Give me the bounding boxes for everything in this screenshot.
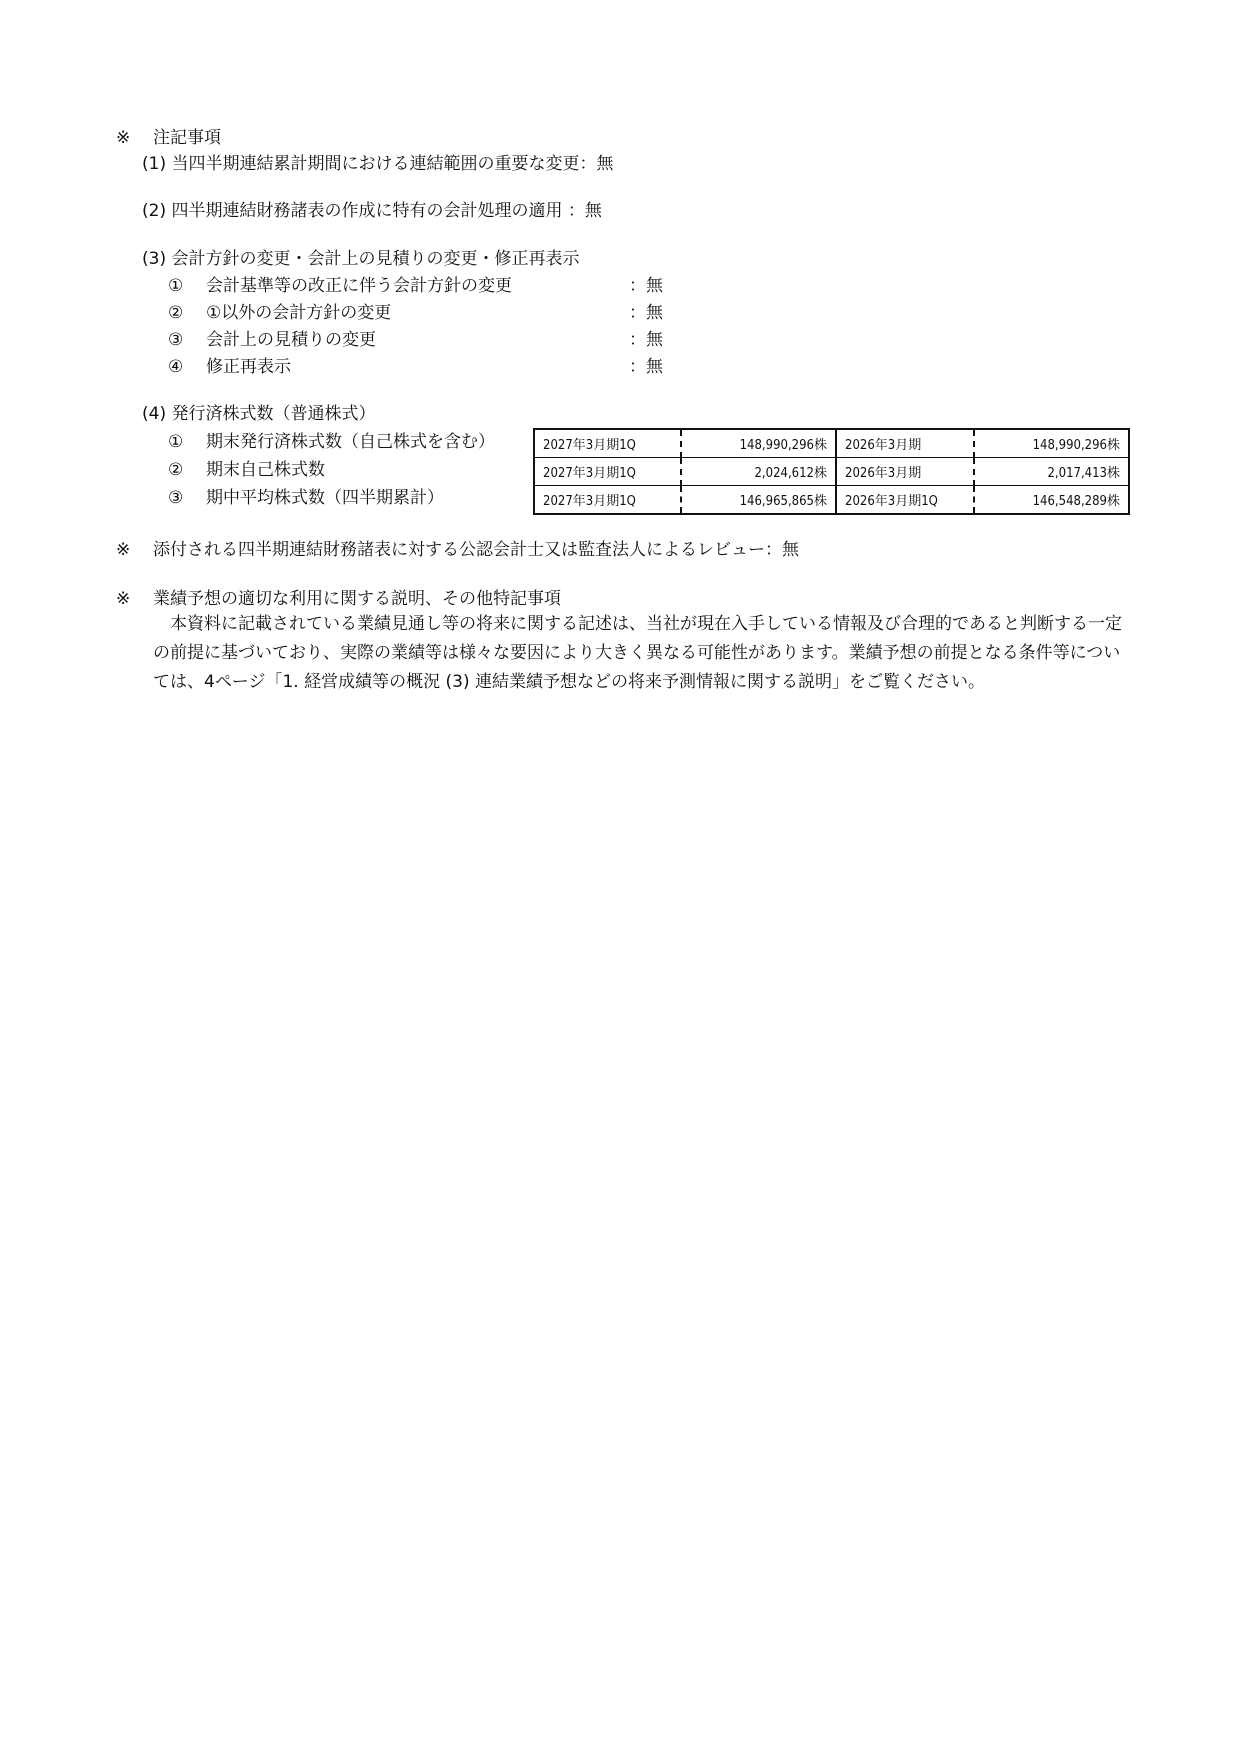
sub-item-value: ：無 — [629, 357, 663, 377]
period-cell: 2026年3月期 — [836, 429, 974, 458]
shares-row-label: 期末自己株式数 — [206, 460, 325, 480]
shares-value-cell: 148,990,296株 — [681, 429, 836, 458]
sub-item-label: ①以外の会計方針の変更 — [206, 303, 392, 323]
period-cell: 2027年3月期1Q — [543, 438, 636, 453]
shares-row-number: ① — [168, 432, 184, 452]
forecast-body-text: 本資料に記載されている業績見通し等の将来に関する記述は、当社が現在入手している情報及び合理的であると判断する一定の前提に基づいており、実際の業績等は様々な要因により大きく異なる可能性があります。業績予想の前提となる条件等については、4ページ「1. 経営成績等の概況 (3) 連結業績予想などの将来予測情報に関する説明」をご覧ください。 — [153, 614, 1122, 692]
period-cell: 2027年3月期1Q — [534, 458, 681, 486]
review-text: 添付される四半期連結財務諸表に対する公認会計士又は監査法人によるレビュー：無 — [153, 540, 799, 560]
forecast-body — [153, 610, 1123, 697]
shares-value-cell: 2,017,413株 — [974, 458, 1129, 486]
shares-table — [533, 428, 1130, 515]
shares-value-cell: 148,990,296株 — [974, 429, 1129, 458]
sub-item-value: ：無 — [629, 303, 663, 323]
note-mark: ※ — [116, 128, 131, 148]
sub-item-number: ④ — [168, 357, 184, 377]
shares-value-cell: 2,024,612株 — [681, 458, 836, 486]
shares-row-number: ② — [168, 460, 184, 480]
table-row — [534, 486, 1129, 515]
shares-value-cell: 146,965,865株 — [681, 486, 836, 515]
shares-row-number: ③ — [168, 488, 184, 508]
sub-item-value: ：無 — [629, 330, 663, 350]
sub-item-number: ③ — [168, 330, 184, 350]
shares-value-cell: 146,548,289株 — [974, 486, 1129, 515]
sub-item-label: 会計上の見積りの変更 — [206, 330, 376, 350]
sub-item-label: 修正再表示 — [206, 357, 291, 377]
note-mark: ※ — [116, 589, 131, 609]
sub-item-number: ① — [168, 276, 184, 296]
sub-item-value: ：無 — [629, 276, 663, 296]
period-cell: 2026年3月期1Q — [836, 486, 974, 515]
forecast-title: 業績予想の適切な利用に関する説明、その他特記事項 — [153, 589, 561, 609]
sub-item-label: 会計基準等の改正に伴う会計方針の変更 — [206, 276, 512, 296]
note-item-4: (4) 発行済株式数（普通株式） — [142, 404, 376, 424]
table-row — [534, 458, 1129, 486]
shares-row-label: 期中平均株式数（四半期累計） — [206, 488, 444, 508]
table-row — [534, 429, 1129, 458]
note-item-2: (2) 四半期連結財務諸表の作成に特有の会計処理の適用 ：無 — [142, 201, 602, 221]
note-mark: ※ — [116, 540, 131, 560]
shares-row-label: 期末発行済株式数（自己株式を含む） — [206, 432, 495, 452]
period-cell: 2027年3月期1Q — [534, 486, 681, 515]
sub-item-number: ② — [168, 303, 184, 323]
period-cell: 2026年3月期 — [836, 458, 974, 486]
note-item-3: (3) 会計方針の変更・会計上の見積りの変更・修正再表示 — [142, 249, 580, 269]
notes-title: 注記事項 — [153, 128, 221, 148]
note-item-1: (1) 当四半期連結累計期間における連結範囲の重要な変更：無 — [142, 154, 614, 174]
